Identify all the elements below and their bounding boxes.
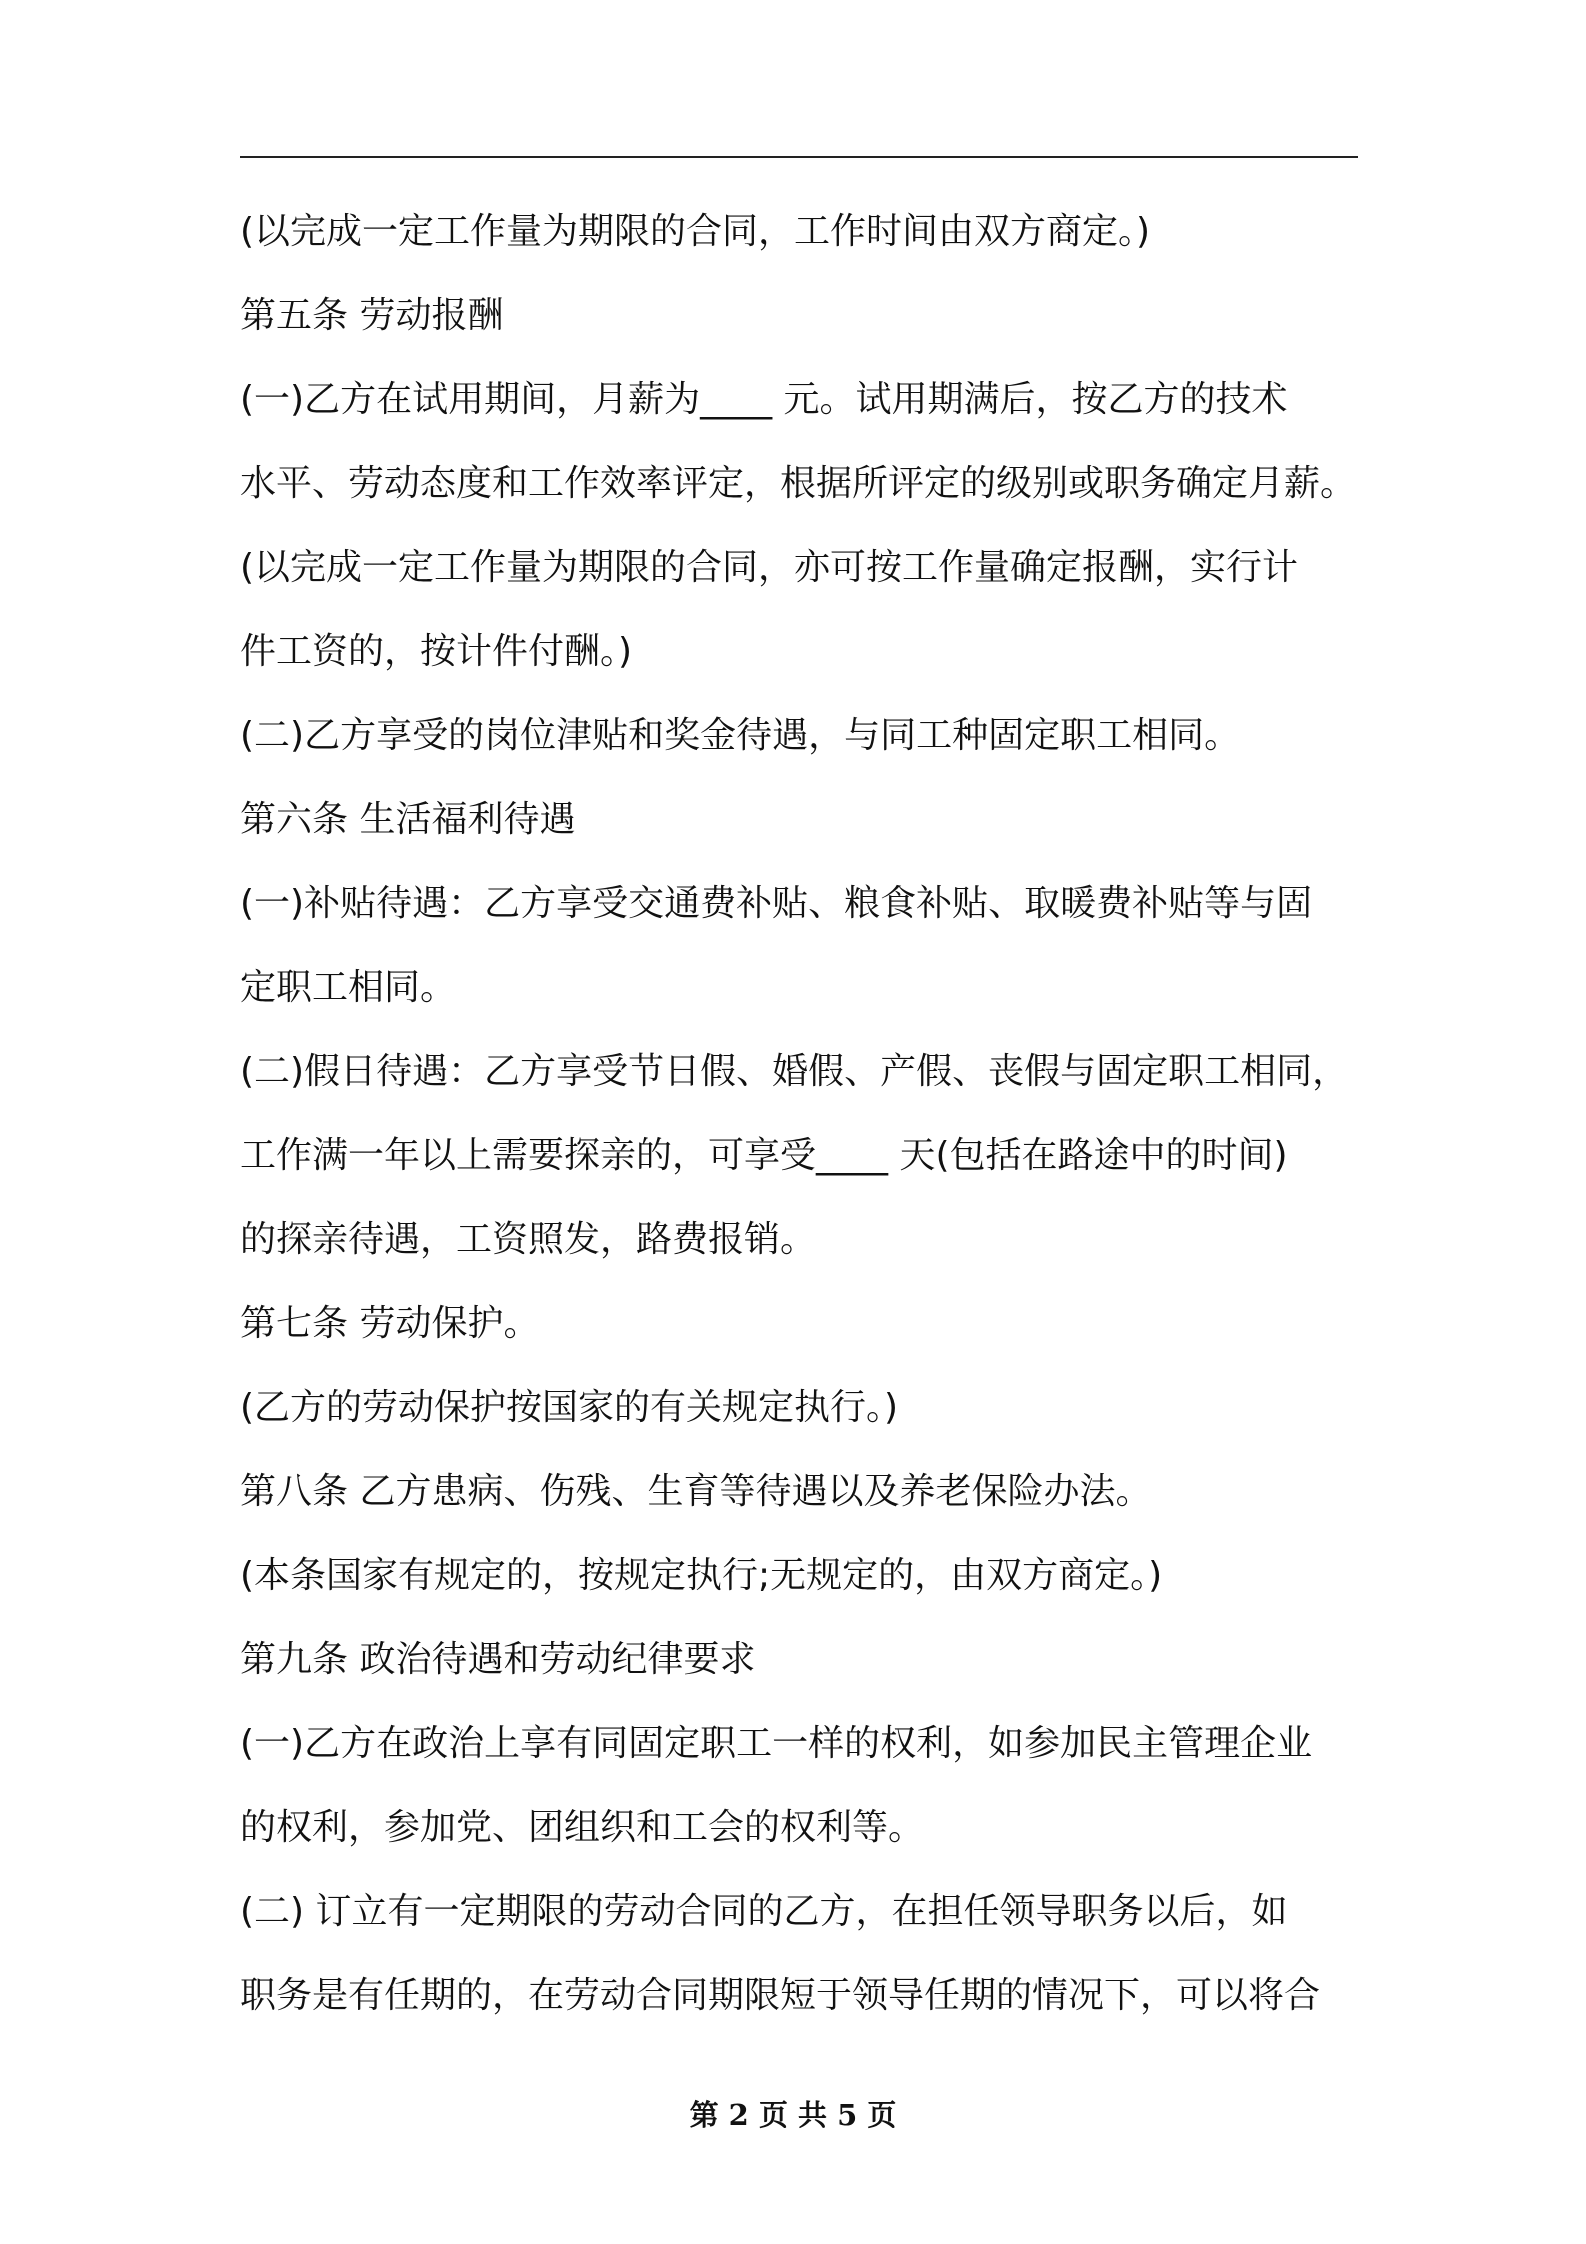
text-line: (一)补贴待遇：乙方享受交通费补贴、粮食补贴、取暖费补贴等与固 — [240, 883, 1313, 924]
section-heading: 第五条 劳动报酬 — [240, 295, 504, 336]
document-body — [240, 196, 1358, 2044]
text-line: (本条国家有规定的，按规定执行;无规定的，由双方商定。) — [240, 1555, 1163, 1596]
text-line: (二)乙方享受的岗位津贴和奖金待遇，与同工种固定职工相同。 — [240, 715, 1241, 756]
text-line: (一)乙方在政治上享有同固定职工一样的权利，如参加民主管理企业 — [240, 1723, 1313, 1764]
text-line: (以完成一定工作量为期限的合同，亦可按工作量确定报酬，实行计 — [240, 547, 1299, 588]
text-line: 定职工相同。 — [240, 967, 457, 1008]
text-line: (一)乙方在试用期间，月薪为____ 元。试用期满后，按乙方的技术 — [240, 379, 1288, 420]
section-heading: 第八条 乙方患病、伤残、生育等待遇以及养老保险办法。 — [240, 1471, 1152, 1512]
header-divider — [240, 156, 1358, 158]
text-line: (乙方的劳动保护按国家的有关规定执行。) — [240, 1387, 899, 1428]
section-heading: 第九条 政治待遇和劳动纪律要求 — [240, 1639, 756, 1680]
text-line: 工作满一年以上需要探亲的，可享受____ 天(包括在路途中的时间) — [240, 1135, 1288, 1176]
text-line: 水平、劳动态度和工作效率评定，根据所评定的级别或职务确定月薪。 — [240, 463, 1357, 504]
text-line: (二)假日待遇：乙方享受节日假、婚假、产假、丧假与固定职工相同， — [240, 1051, 1349, 1092]
section-heading: 第六条 生活福利待遇 — [240, 799, 576, 840]
section-heading: 第七条 劳动保护。 — [240, 1303, 540, 1344]
text-line: 件工资的，按计件付酬。) — [240, 631, 633, 672]
page-number-footer: 第 2 页 共 5 页 — [689, 2098, 897, 2132]
text-line: (二) 订立有一定期限的劳动合同的乙方，在担任领导职务以后，如 — [240, 1891, 1288, 1932]
text-line: 的权利，参加党、团组织和工会的权利等。 — [240, 1807, 925, 1848]
text-line: 职务是有任期的，在劳动合同期限短于领导任期的情况下，可以将合 — [240, 1975, 1321, 2016]
text-line: (以完成一定工作量为期限的合同，工作时间由双方商定。) — [240, 211, 1151, 252]
text-line: 的探亲待遇，工资照发，路费报销。 — [240, 1219, 817, 1260]
